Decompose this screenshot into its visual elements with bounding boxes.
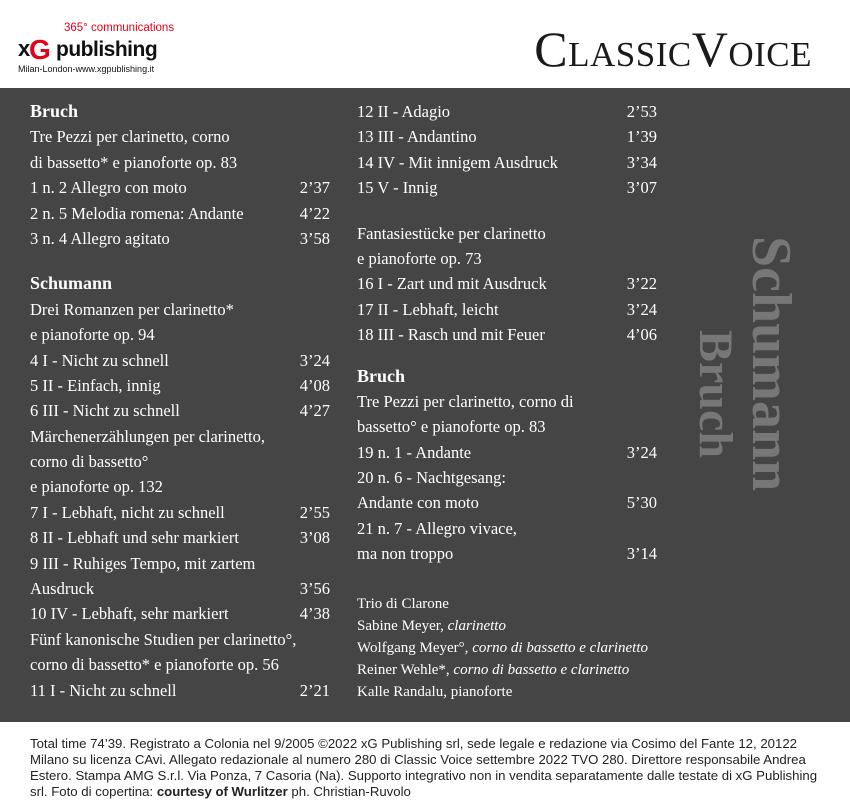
track-duration: 4’22 <box>299 203 330 223</box>
track-duration: 2’55 <box>299 502 330 522</box>
credit-line <box>357 637 648 659</box>
work-title-line <box>30 150 330 175</box>
track-duration: 2’53 <box>626 102 657 121</box>
track-title: 8 II - Lebhaft und sehr markiert <box>30 528 239 548</box>
performer-role: corno di bassetto e clarinetto <box>472 640 648 656</box>
track-duration: 3’58 <box>299 228 330 248</box>
track-duration: 3’24 <box>626 299 657 319</box>
credit-line <box>357 659 648 681</box>
logo-cities: Milan-London-www.xgpublishing.it <box>18 64 155 74</box>
section-spacer <box>357 348 657 364</box>
track-duration: 4’06 <box>626 325 657 345</box>
logo-name: publishing <box>56 38 158 61</box>
track-title: 5 II - Einfach, innig <box>30 375 161 395</box>
track-title: 6 III - Nicht zu schnell <box>30 401 180 421</box>
track-row <box>30 500 330 525</box>
line-text: corno di bassetto° <box>30 452 149 472</box>
track-row <box>30 201 330 226</box>
work-title-line <box>30 551 330 576</box>
track-title: 11 I - Nicht zu schnell <box>30 680 177 700</box>
xg-logo-mark <box>18 34 54 65</box>
performer-credits <box>357 593 648 703</box>
track-duration: 2’21 <box>299 680 330 700</box>
performer-name: Kalle Randalu, pianoforte <box>357 684 513 700</box>
track-title: 13 III - Andantino <box>357 127 477 147</box>
performer-name: Trio di Clarone <box>357 596 449 612</box>
line-text: 9 III - Ruhiges Tempo, mit zartem <box>30 553 256 573</box>
work-title-line <box>357 414 657 439</box>
line-text: Drei Romanzen per clarinetto* <box>30 299 234 319</box>
footer-notes <box>0 722 850 804</box>
performer-role: clarinetto <box>447 618 506 634</box>
logo-g: G <box>29 34 51 65</box>
work-title-line <box>30 424 330 449</box>
track-duration: 1’39 <box>626 127 657 147</box>
track-title: 1 n. 2 Allegro con moto <box>30 178 187 198</box>
track-row <box>30 226 330 251</box>
track-row <box>30 525 330 550</box>
track-title: 10 IV - Lebhaft, sehr markiert <box>30 604 229 624</box>
composer-heading <box>30 271 330 296</box>
work-title-line <box>30 474 330 499</box>
line-text: 21 n. 7 - Allegro vivace, <box>357 518 517 538</box>
track-duration: 2’37 <box>299 178 330 198</box>
track-title: 19 n. 1 - Andante <box>357 442 472 462</box>
line-text: e pianoforte op. 132 <box>30 477 163 497</box>
line-text: Bruch <box>30 101 79 121</box>
work-title-line <box>357 389 657 414</box>
track-row <box>357 271 657 296</box>
line-text: Schumann <box>30 273 113 294</box>
footer-text-main: Total time 74’39. Registrato a Colonia nel 9/2005 ©2022 xG Publishing srl, sede legale e redazione via Cosimo del Fante 12, 20122 Milano su licenza CAvi. Allegato redazionale al numero 280 di Classic Voice settembre 2022 TVO 280. Direttore responsabile Andrea Estero. Stampa AMG S.r.l. Via Ponza, 7 Casoria (Na). Supporto integrativo non in vendita separatamente dalle testate di xG Publishing srl. Foto di copertina: <box>30 736 818 799</box>
track-duration: 4’27 <box>299 401 330 421</box>
work-title-line <box>357 221 657 246</box>
credit-line <box>357 593 648 615</box>
line-text: Fantasiestücke per clarinetto <box>357 223 546 243</box>
work-title-line <box>357 465 657 490</box>
track-duration: 3’34 <box>626 152 657 172</box>
performer-name: Reiner Wehle*, <box>357 662 454 678</box>
performer-name: Sabine Meyer, <box>357 618 448 634</box>
performer-name: Wolfgang Meyer°, <box>357 640 473 656</box>
track-title: ma non troppo <box>357 544 454 564</box>
track-title: 16 I - Zart und mit Ausdruck <box>357 274 547 294</box>
work-title-line <box>357 516 657 541</box>
spine-composer-schumann: Schumann <box>740 236 802 492</box>
magazine-brand: ClassicVoice <box>534 21 812 77</box>
work-title-line <box>30 124 330 149</box>
tracklist-left-column <box>30 99 330 703</box>
line-text: Fünf kanonische Studien per clarinetto°, <box>30 629 297 649</box>
publisher-logo[interactable] <box>18 22 178 78</box>
track-row <box>357 440 657 465</box>
tracklist-right-column <box>357 99 657 567</box>
logo-tagline: 365° communications <box>64 22 175 34</box>
line-text: 20 n. 6 - Nachtgesang: <box>357 468 506 488</box>
track-duration: 3’14 <box>626 544 657 564</box>
track-row <box>357 322 657 347</box>
spine-composer-bruch: Bruch <box>689 330 742 459</box>
track-row <box>357 175 657 200</box>
track-duration: 3’56 <box>299 579 330 599</box>
track-title: 18 III - Rasch und mit Feuer <box>357 325 545 345</box>
line-text: Tre Pezzi per clarinetto, corno <box>30 127 230 147</box>
track-title: Ausdruck <box>30 579 95 599</box>
footer-photo-credit: courtesy of Wurlitzer <box>156 784 288 799</box>
track-duration: 3’24 <box>299 350 330 370</box>
track-row <box>30 576 330 601</box>
track-title: 14 IV - Mit innigem Ausdruck <box>357 152 558 172</box>
track-title: 3 n. 4 Allegro agitato <box>30 228 170 248</box>
track-row <box>30 601 330 626</box>
tracklist-panel <box>0 88 850 722</box>
track-duration: 3’07 <box>626 178 657 198</box>
track-duration: 5’30 <box>626 493 657 513</box>
composer-heading <box>357 364 657 389</box>
track-row <box>30 373 330 398</box>
line-text: Märchenerzählungen per clarinetto, <box>30 426 266 446</box>
logo-x: x <box>18 36 29 61</box>
work-title-line <box>30 449 330 474</box>
work-title-line <box>30 652 330 677</box>
line-text: e pianoforte op. 73 <box>357 248 482 268</box>
line-text: corno di bassetto* e pianoforte op. 56 <box>30 655 279 675</box>
work-title-line <box>357 246 657 271</box>
track-title: 7 I - Lebhaft, nicht zu schnell <box>30 502 225 522</box>
credit-line <box>357 681 648 703</box>
track-row <box>357 99 657 124</box>
track-title: 2 n. 5 Melodia romena: Andante <box>30 203 244 223</box>
track-row <box>357 124 657 149</box>
track-row <box>357 150 657 175</box>
track-duration: 3’22 <box>626 274 657 294</box>
work-title-line <box>30 627 330 652</box>
line-text: Tre Pezzi per clarinetto, corno di <box>357 391 574 411</box>
track-title: 4 I - Nicht zu schnell <box>30 350 169 370</box>
track-title: Andante con moto <box>357 493 479 513</box>
track-title: 17 II - Lebhaft, leicht <box>357 299 499 319</box>
track-title: 15 V - Innig <box>357 178 438 198</box>
line-text: di bassetto* e pianoforte op. 83 <box>30 152 238 172</box>
section-spacer <box>357 201 657 221</box>
credit-line <box>357 615 648 637</box>
track-title: 12 II - Adagio <box>357 102 451 121</box>
line-text: bassetto° e pianoforte op. 83 <box>357 417 546 437</box>
track-duration: 4’38 <box>299 604 330 624</box>
track-duration: 3’08 <box>299 528 330 548</box>
track-row <box>30 175 330 200</box>
line-text: e pianoforte op. 94 <box>30 325 155 345</box>
section-spacer <box>30 251 330 271</box>
track-duration: 3’24 <box>626 442 657 462</box>
performer-role: corno di bassetto e clarinetto <box>453 662 630 678</box>
work-title-line <box>30 297 330 322</box>
track-row <box>30 678 330 703</box>
header <box>0 0 850 88</box>
line-text: Bruch <box>357 365 406 386</box>
track-row <box>357 541 657 566</box>
composer-heading <box>30 99 330 124</box>
track-row <box>357 297 657 322</box>
work-title-line <box>30 322 330 347</box>
track-row <box>357 490 657 515</box>
track-duration: 4’08 <box>299 375 330 395</box>
track-row <box>30 398 330 423</box>
footer-text <box>30 736 830 800</box>
footer-photographer: ph. Christian-Ruvolo <box>287 784 411 799</box>
track-row <box>30 348 330 373</box>
